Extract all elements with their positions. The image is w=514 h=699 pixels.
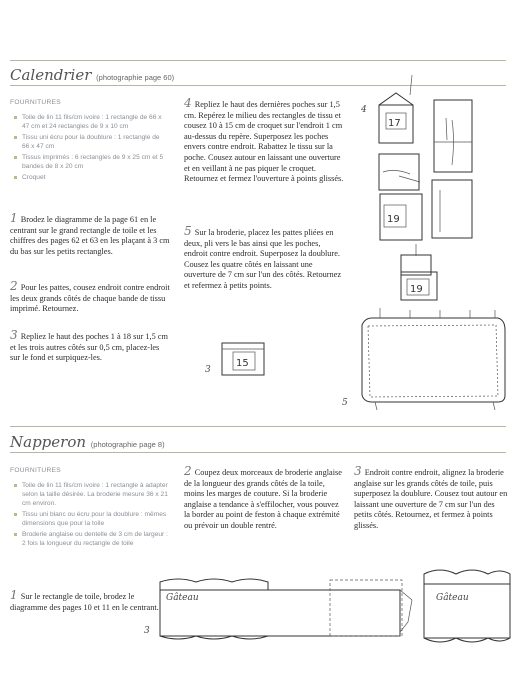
- diagram-label-step5: 5: [342, 398, 348, 408]
- diagram-label-step3: 3: [205, 365, 211, 375]
- pocket-number-19: 19: [387, 214, 400, 225]
- pocket-number-19b: 19: [410, 284, 423, 295]
- pocket-number-17: 17: [388, 118, 401, 129]
- fournitures-heading: FOURNITURES: [10, 99, 61, 106]
- fourniture-item: Croquet: [10, 173, 168, 182]
- step-1-napperon: 1 Sur le rectangle de toile, brodez le diagramme des pages 10 et 11 en le centrant.: [10, 588, 159, 612]
- top-rule: [10, 60, 506, 61]
- fourniture-item: Tissu uni blanc ou écru pour la doublure : mêmes dimensions que pour la toile: [10, 510, 170, 528]
- step-5-calendrier: 5 Sur la broderie, placez les pattes pliées en deux, pli vers le bas ainsi que les poches, endroit contre endroit. Superposez la doublure. Cousez les quatre côtés en laissant une ouverture de 7 cm sur l'un des côtés. Retournez et refermez à petits points.: [184, 224, 342, 290]
- title-rule-napperon: [10, 452, 506, 453]
- step-4-calendrier: 4 Repliez le haut des dernières poches sur 1,5 cm. Repérez le milieu des rectangles de tissu et cousez 10 à 15 cm de croquet sur l'endroit 1 cm au-dessus du repère. Superposez les poches envers contre endroit. Rabattez le tissu sur la poche. Cousez autour en laissant une ouverture et en veillant à ne pas piquer le croquet. Retournez et fermez l'ouverture à points glissés.: [184, 96, 344, 184]
- step-2-calendrier: 2 Pour les pattes, cousez endroit contre endroit les deux grands côtés de chaque bande de tissu imprimé. Retournez.: [10, 279, 170, 314]
- section-rule: [10, 426, 506, 427]
- gateau-label-left: Gâteau: [166, 593, 199, 603]
- fourniture-item: Tissus imprimés : 6 rectangles de 9 x 25 cm et 5 bandes de 8 x 20 cm: [10, 153, 168, 171]
- diagram-label-step4: 4: [361, 105, 367, 115]
- assembly-diagram: [362, 308, 505, 410]
- pocket-diagram-fold: [379, 154, 420, 190]
- pocket-diagram-croquet: [434, 100, 472, 172]
- napperon-diagram-right: [424, 570, 510, 642]
- fournitures-calendrier: [10, 98, 168, 184]
- pocket-diagram-19a: [380, 194, 422, 240]
- gateau-label-right: Gâteau: [436, 593, 469, 603]
- step-2-napperon: 2 Coupez deux morceaux de broderie anglaise de la longueur des grands côtés de la toile, moins les marges de couture. Si la broderie anglaise a tendance à s'effilocher, vous pouvez la border au point de feston à chaque extrémité ou prévoir un double rentré.: [184, 464, 342, 530]
- pocket-number-15: 15: [236, 358, 249, 369]
- title-rule: [10, 85, 506, 86]
- step-1-calendrier: 1 Brodez le diagramme de la page 61 en le centrant sur le grand rectangle de toile et les chiffres des pages 62 et 63 en les plaçant à 3 cm du bas sur les petits rectangles.: [10, 211, 170, 256]
- fourniture-item: Broderie anglaise ou dentelle de 3 cm de largeur : 2 fois la longueur du rectangle de toile: [10, 530, 170, 548]
- pocket-diagram-open: [432, 180, 472, 238]
- section-title-calendrier: Calendrier (photographie page 60): [10, 66, 175, 84]
- pocket-diagram-15: [222, 343, 264, 375]
- section-title-napperon: Napperon (photographie page 8): [10, 433, 165, 451]
- pocket-diagram-19b: [401, 244, 437, 300]
- step-3-calendrier: 3 Repliez le haut des poches 1 à 18 sur 1,5 cm et les trois autres côtés sur 0,5 cm, placez-les sur le fond et surpiquez-les.: [10, 328, 168, 363]
- fournitures-heading-napperon: FOURNITURES: [10, 467, 61, 474]
- fourniture-item: Toile de lin 11 fils/cm ivoire : 1 rectangle à adapter selon la taille désirée. La broderie mesure 36 x 21 cm environ.: [10, 481, 170, 508]
- fourniture-item: Tissu uni écru pour la doublure : 1 rectangle de 66 x 47 cm: [10, 133, 168, 151]
- fournitures-napperon: [10, 466, 170, 550]
- diagram-label-napperon-step3: 3: [144, 626, 150, 636]
- fourniture-item: Toile de lin 11 fils/cm ivoire : 1 rectangle de 66 x 47 cm et 24 rectangles de 9 x 10 cm: [10, 113, 168, 131]
- napperon-diagram-left: [160, 579, 412, 639]
- step-3-napperon: 3 Endroit contre endroit, alignez la broderie anglaise sur les grands côtés de toile, puis superposez la doublure. Cousez tout autour en laissant une ouverture de 7 cm sur l'un des petits côtés. Retournez, et fermez à points glissés.: [354, 464, 508, 530]
